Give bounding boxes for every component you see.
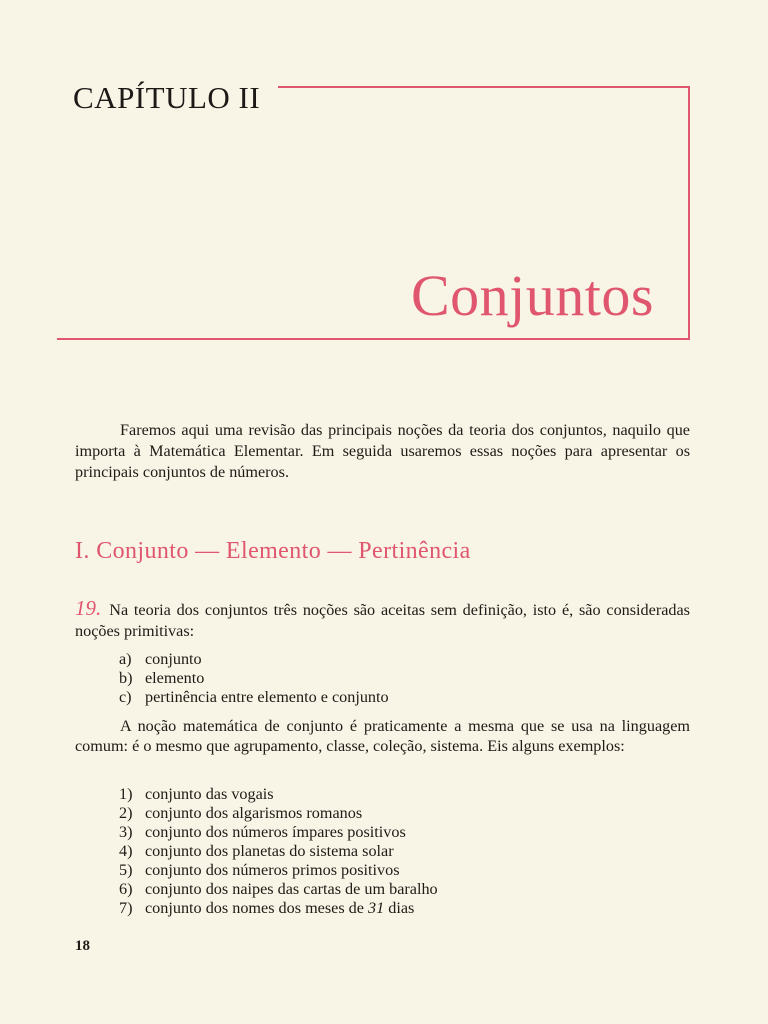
list-item xyxy=(119,899,438,918)
intro-paragraph xyxy=(75,420,690,483)
list-marker: 4) xyxy=(119,842,133,860)
examples-list xyxy=(119,785,438,918)
list-item xyxy=(119,650,389,669)
chapter-frame-top-line xyxy=(278,86,690,88)
chapter-label: CAPÍTULO II xyxy=(73,80,261,115)
paragraph-19 xyxy=(75,598,690,642)
list-item-text: conjunto dos algarismos romanos xyxy=(145,804,363,822)
list-marker: 6) xyxy=(119,880,133,898)
list-item-text: conjunto dos nomes dos meses de xyxy=(145,899,364,917)
intro-text: Faremos aqui uma revisão das principais noções da teoria dos conjuntos, naquilo que importa à Matemática Elementar. Em seguida usaremos essas noções para apresentar os principais conjuntos de números. xyxy=(75,421,690,481)
paragraph-set-notion xyxy=(75,717,690,756)
list-item xyxy=(119,688,389,707)
page-number: 18 xyxy=(75,938,90,954)
list-item-text: conjunto dos números ímpares positivos xyxy=(145,823,406,841)
list-item-suffix: dias xyxy=(388,899,415,917)
list-item xyxy=(119,880,438,899)
list-item-text: conjunto dos naipes das cartas de um baralho xyxy=(145,880,438,898)
chapter-frame-right-line xyxy=(688,86,690,340)
paragraph-number: 19. xyxy=(75,596,102,620)
list-item-text: pertinência entre elemento e conjunto xyxy=(145,688,389,706)
list-marker: 1) xyxy=(119,785,133,803)
emphasized-number: 31 xyxy=(368,899,385,917)
list-marker: 7) xyxy=(119,899,133,917)
section-heading: I. Conjunto — Elemento — Pertinência xyxy=(75,538,471,564)
list-item xyxy=(119,842,438,861)
list-item xyxy=(119,823,438,842)
list-marker: 2) xyxy=(119,804,133,822)
chapter-title: Conjuntos xyxy=(411,263,654,328)
paragraph-19-text: Na teoria dos conjuntos três noções são aceitas sem definição, isto é, são consideradas noções primitivas: xyxy=(75,601,690,640)
primitive-notions-list xyxy=(119,650,389,707)
list-item xyxy=(119,669,389,688)
list-item-text: elemento xyxy=(145,669,205,687)
list-item-text: conjunto das vogais xyxy=(145,785,274,803)
list-marker: b) xyxy=(119,669,133,687)
list-item-text: conjunto xyxy=(145,650,202,668)
list-item-text: conjunto dos planetas do sistema solar xyxy=(145,842,394,860)
list-item-text: conjunto dos números primos positivos xyxy=(145,861,400,879)
chapter-frame-bottom-line xyxy=(57,338,690,340)
list-item xyxy=(119,861,438,880)
paragraph-set-notion-text: A noção matemática de conjunto é praticamente a mesma que se usa na linguagem comum: é o mesmo que agrupamento, classe, coleção, sistema. Eis alguns exemplos: xyxy=(75,717,690,755)
list-marker: 3) xyxy=(119,823,133,841)
list-item xyxy=(119,804,438,823)
list-marker: c) xyxy=(119,688,132,706)
list-item xyxy=(119,785,438,804)
list-marker: 5) xyxy=(119,861,133,879)
list-marker: a) xyxy=(119,650,132,668)
